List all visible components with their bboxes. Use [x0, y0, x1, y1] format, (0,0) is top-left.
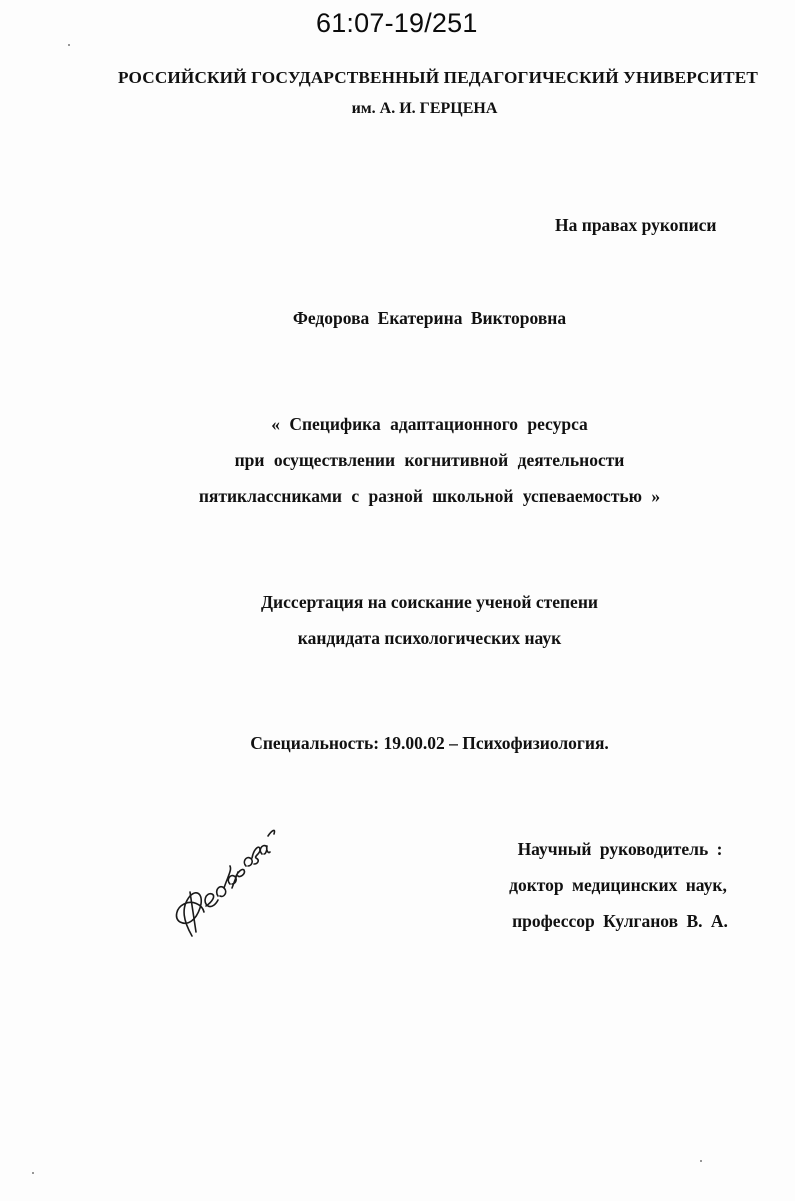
degree-line-2: кандидата психологических наук: [297, 628, 562, 648]
supervisor-name: профессор Кулганов В. А.: [512, 911, 728, 931]
specialty: Специальность: 19.00.02 – Психофизиология.: [250, 733, 609, 753]
handwritten-signature: [170, 826, 280, 946]
dissertation-title-line-2: при осуществлении когнитивной деятельности: [234, 450, 625, 470]
dissertation-title-line-1: « Специфика адаптационного ресурса: [271, 414, 588, 434]
manuscript-note: На правах рукописи: [555, 215, 717, 235]
scan-speck: [68, 44, 70, 46]
scan-speck: [32, 1172, 34, 1174]
call-number: 61:07-19/251: [316, 8, 478, 38]
supervisor-degree: доктор медицинских наук,: [509, 875, 727, 895]
supervisor-heading: Научный руководитель :: [517, 839, 723, 859]
university-name: РОССИЙСКИЙ ГОСУДАРСТВЕННЫЙ ПЕДАГОГИЧЕСКИЙ УНИВЕРСИТЕТ: [118, 68, 758, 87]
scan-speck: [700, 1160, 702, 1162]
dissertation-title-line-3: пятиклассниками с разной школьной успеваемостью »: [198, 486, 661, 506]
degree-line-1: Диссертация на соискание ученой степени: [261, 592, 598, 612]
university-subtitle: им. А. И. ГЕРЦЕНА: [351, 100, 498, 117]
author-name: Федорова Екатерина Викторовна: [292, 308, 567, 328]
